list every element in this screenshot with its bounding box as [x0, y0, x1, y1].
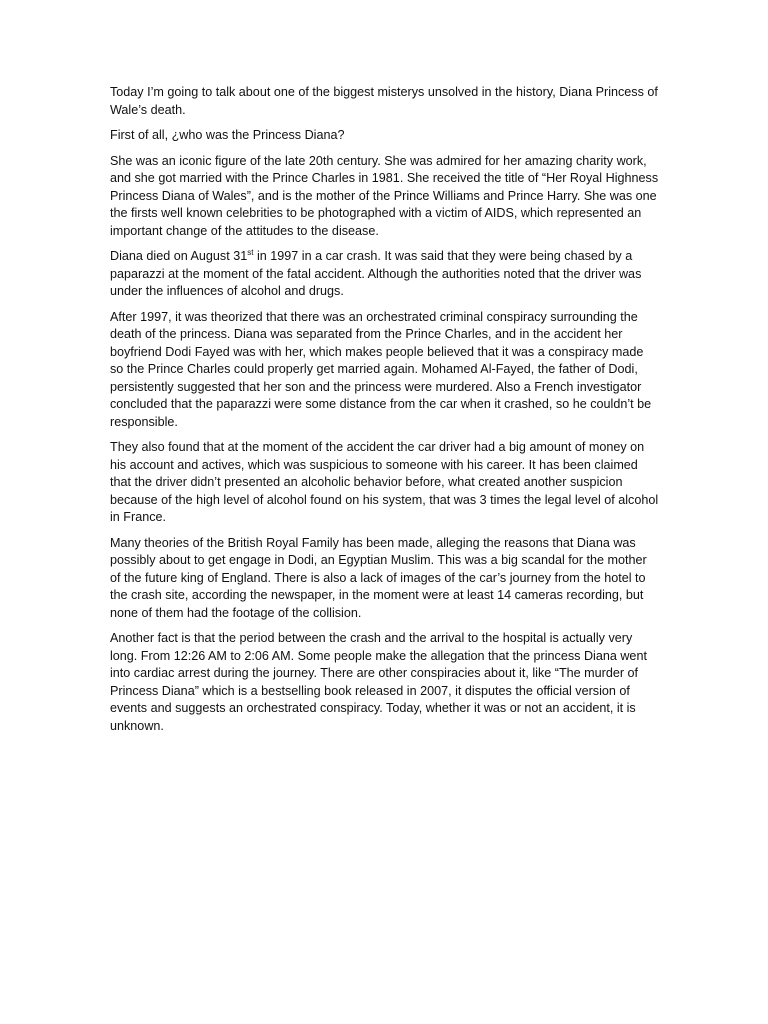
- document-page: [110, 84, 660, 743]
- ordinal-suffix: st: [247, 247, 254, 257]
- paragraph-royal-family: Many theories of the British Royal Family has been made, alleging the reasons that Diana was possibly about to get engage in Dodi, an Egyptian Muslim. This was a big scandal for the mother of the future king of England. There is also a lack of images of the car’s journey from the hotel to the crash site, according the newspaper, in the moment were at least 14 cameras recording, but none of them had the footage of the collision.: [110, 535, 647, 620]
- paragraph-intro: Today I’m going to talk about one of the biggest misterys unsolved in the history, Diana Princess of Wale’s death.: [110, 85, 658, 117]
- paragraph-hospital: Another fact is that the period between the crash and the arrival to the hospital is actually very long. From 12:26 AM to 2:06 AM. Some people make the allegation that the princess Diana went into cardiac arrest during the journey. There are other conspiracies about it, like “The murder of Princess Diana” which is a bestselling book released in 2007, it disputes the official version of events and suggests an orchestrated conspiracy. Today, whether it was or not an accident, it is unknown.: [110, 631, 647, 733]
- paragraph-question: First of all, ¿who was the Princess Diana?: [110, 128, 345, 142]
- death-text-after: in 1997 in a car crash. It was said that they were being chased by a paparazzi at the moment of the fatal accident. Although the authorities noted that the driver was under the influences of alcohol and drugs.: [110, 249, 642, 298]
- death-text-before: Diana died on August 31: [110, 249, 248, 263]
- paragraph-conspiracy: After 1997, it was theorized that there was an orchestrated criminal conspiracy surrounding the death of the princess. Diana was separated from the Prince Charles, and in the accident her boyfriend Dodi Fayed was with her, which makes people believed that it was a conspiracy made so the Prince Charles could properly get married again. Mohamed Al-Fayed, the father of Dodi, persistently suggested that her son and the princess were murdered. Also a French investigator concluded that the paparazzi were some distance from the car when it crashed, so he couldn’t be responsible.: [110, 309, 652, 429]
- paragraph-death: [110, 248, 660, 301]
- paragraph-driver: They also found that at the moment of the accident the car driver had a big amount of money on his account and actives, which was suspicious to someone with his career. It has been claimed that the driver didn’t presented an alcoholic behavior before, what created another suspicion because of the high level of alcohol found on his system, that was 3 times the legal level of alcohol in France.: [110, 440, 659, 524]
- paragraph-biography: She was an iconic figure of the late 20th century. She was admired for her amazing charity work, and she got married with the Prince Charles in 1981. She received the title of “Her Royal Highness Princess Diana of Wales”, and is the mother of the Prince Williams and Prince Harry. She was one the firsts well known celebrities to be photographed with a victim of AIDS, which represented an important change of the attitudes to the disease.: [110, 153, 659, 238]
